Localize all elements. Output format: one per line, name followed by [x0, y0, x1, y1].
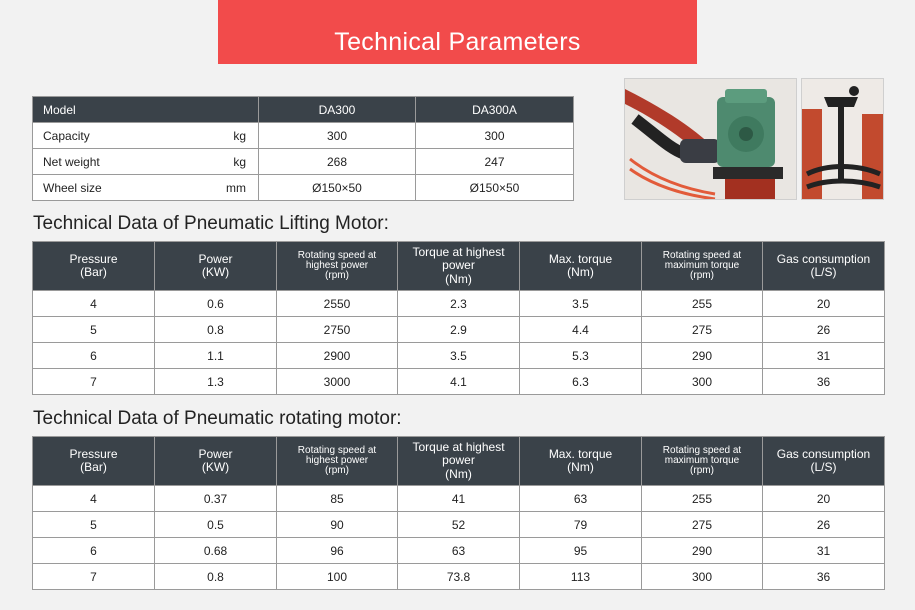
cell: 6 — [33, 343, 155, 369]
rotating-motor-table — [32, 436, 885, 590]
cell: 247 — [416, 149, 574, 175]
cell: 0.5 — [155, 512, 277, 538]
cell: 300 — [259, 123, 416, 149]
rotating-section-title: Technical Data of Pneumatic rotating motor: — [33, 408, 402, 429]
cell: 290 — [642, 343, 763, 369]
header-gas-consumption: Gas consumption (L/S) — [763, 437, 885, 486]
model-table — [32, 96, 574, 201]
cell: 290 — [642, 538, 763, 564]
row-label: Wheel size — [43, 180, 102, 195]
header-torque-highest-power: Torque at highest power (Nm) — [398, 242, 520, 291]
cell: Ø150×50 — [416, 175, 574, 201]
lifting-section-title: Technical Data of Pneumatic Lifting Motor: — [33, 213, 389, 234]
cell: 3.5 — [398, 343, 520, 369]
row-unit: kg — [233, 128, 246, 143]
cell: 26 — [763, 512, 885, 538]
row-label: Net weight — [43, 154, 100, 169]
motor-photo — [624, 78, 797, 200]
cell: 4 — [33, 291, 155, 317]
cell: 300 — [416, 123, 574, 149]
cell: 0.68 — [155, 538, 277, 564]
table-row — [33, 538, 885, 564]
cell: 95 — [520, 538, 642, 564]
model-col-da300a: DA300A — [416, 97, 574, 123]
cell: 300 — [642, 564, 763, 590]
cell: 90 — [277, 512, 398, 538]
cell: 0.37 — [155, 486, 277, 512]
cell: 31 — [763, 538, 885, 564]
model-label-header: Model — [33, 97, 259, 123]
cell: 300 — [642, 369, 763, 395]
model-col-da300: DA300 — [259, 97, 416, 123]
cell: 113 — [520, 564, 642, 590]
handle-photo — [801, 78, 884, 200]
cell: 20 — [763, 291, 885, 317]
cell: 4.1 — [398, 369, 520, 395]
cell: 4 — [33, 486, 155, 512]
cell: 6.3 — [520, 369, 642, 395]
header-power: Power (KW) — [155, 437, 277, 486]
cell: 100 — [277, 564, 398, 590]
handle-illustration — [802, 79, 884, 200]
cell: Ø150×50 — [259, 175, 416, 201]
page-title: Technical Parameters — [334, 28, 581, 56]
header-pressure: Pressure (Bar) — [33, 242, 155, 291]
header-rotating-speed-max-torque: Rotating speed at maximum torque (rpm) — [642, 437, 763, 486]
table-row — [33, 123, 574, 149]
lifting-motor-table — [32, 241, 885, 395]
cell: 96 — [277, 538, 398, 564]
header-power: Power (KW) — [155, 242, 277, 291]
cell: 3.5 — [520, 291, 642, 317]
row-unit: kg — [233, 154, 246, 169]
cell: 36 — [763, 564, 885, 590]
header-pressure: Pressure (Bar) — [33, 437, 155, 486]
model-header-row — [33, 97, 574, 123]
cell: 0.8 — [155, 317, 277, 343]
row-unit: mm — [226, 180, 246, 195]
table-row — [33, 343, 885, 369]
cell: 2.9 — [398, 317, 520, 343]
cell: 73.8 — [398, 564, 520, 590]
cell: 275 — [642, 317, 763, 343]
motor-illustration — [625, 79, 797, 200]
cell: 0.8 — [155, 564, 277, 590]
cell: 85 — [277, 486, 398, 512]
cell: 7 — [33, 369, 155, 395]
table-row — [33, 369, 885, 395]
cell: 20 — [763, 486, 885, 512]
cell: 5 — [33, 317, 155, 343]
cell: 41 — [398, 486, 520, 512]
table-row — [33, 291, 885, 317]
rotating-header-row — [33, 437, 885, 486]
header-rotating-speed-max-torque: Rotating speed at maximum torque (rpm) — [642, 242, 763, 291]
cell: 63 — [398, 538, 520, 564]
header-max-torque: Max. torque (Nm) — [520, 242, 642, 291]
cell: 3000 — [277, 369, 398, 395]
cell: 268 — [259, 149, 416, 175]
cell: 2750 — [277, 317, 398, 343]
table-row — [33, 149, 574, 175]
header-max-torque: Max. torque (Nm) — [520, 437, 642, 486]
cell: 2900 — [277, 343, 398, 369]
cell: 4.4 — [520, 317, 642, 343]
cell: 0.6 — [155, 291, 277, 317]
cell: 63 — [520, 486, 642, 512]
cell: 255 — [642, 291, 763, 317]
table-row — [33, 486, 885, 512]
cell: 31 — [763, 343, 885, 369]
cell: 1.3 — [155, 369, 277, 395]
row-label: Capacity — [43, 128, 90, 143]
header-gas-consumption: Gas consumption (L/S) — [763, 242, 885, 291]
lifting-header-row — [33, 242, 885, 291]
table-row — [33, 175, 574, 201]
cell: 52 — [398, 512, 520, 538]
table-row — [33, 317, 885, 343]
header-rotating-speed-highest-power: Rotating speed at highest power (rpm) — [277, 242, 398, 291]
cell: 26 — [763, 317, 885, 343]
table-row — [33, 564, 885, 590]
cell: 2.3 — [398, 291, 520, 317]
header-torque-highest-power: Torque at highest power (Nm) — [398, 437, 520, 486]
cell: 36 — [763, 369, 885, 395]
cell: 79 — [520, 512, 642, 538]
cell: 6 — [33, 538, 155, 564]
cell: 5 — [33, 512, 155, 538]
cell: 7 — [33, 564, 155, 590]
header-rotating-speed-highest-power: Rotating speed at highest power (rpm) — [277, 437, 398, 486]
cell: 255 — [642, 486, 763, 512]
cell: 1.1 — [155, 343, 277, 369]
cell: 5.3 — [520, 343, 642, 369]
cell: 275 — [642, 512, 763, 538]
cell: 2550 — [277, 291, 398, 317]
table-row — [33, 512, 885, 538]
title-banner — [218, 0, 697, 64]
